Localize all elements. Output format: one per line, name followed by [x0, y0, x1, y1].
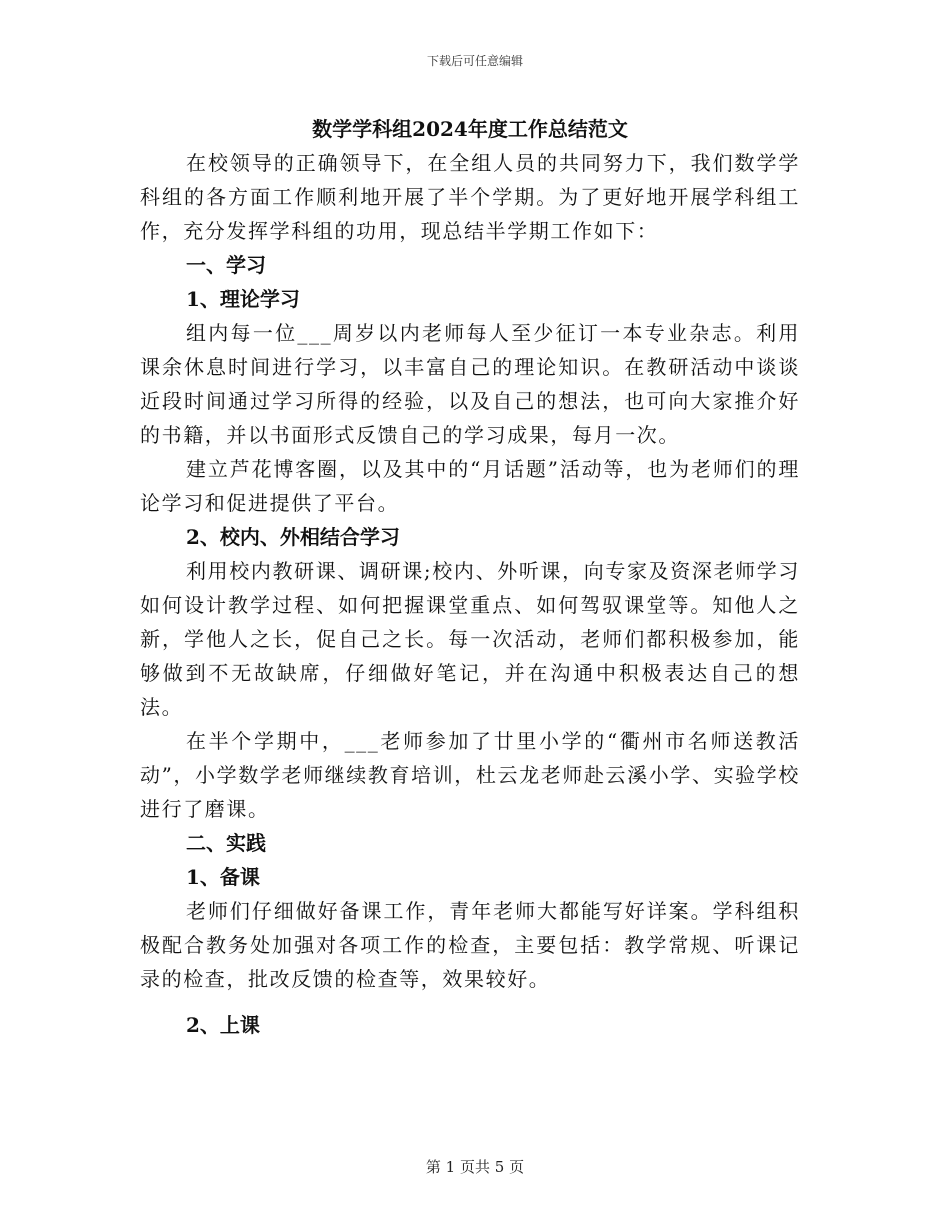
paragraph-combined-2: 在半个学期中，___老师参加了廿里小学的“衢州市名师送教活动”，小学数学老师继续教育培训，杜云龙老师赴云溪小学、实验学校进行了磨课。: [140, 729, 800, 821]
document-title: 数学学科组2024年度工作总结范文: [312, 117, 628, 141]
section-heading-study: 一、学习: [186, 253, 266, 277]
section-heading-practice: 二、实践: [186, 831, 266, 855]
page-header-note: 下载后可任意编辑: [426, 54, 523, 68]
paragraph-theory-2: 建立芦花博客圈，以及其中的“月话题”活动等，也为老师们的理论学习和促进提供了平台。: [140, 457, 800, 515]
document-body: [140, 112, 800, 1042]
paragraph-theory-1: 组内每一位___周岁以内老师每人至少征订一本专业杂志。利用课余休息时间进行学习，以丰富自己的理论知识。在教研活动中谈谈近段时间通过学习所得的经验，以及自己的想法，也可向大家推介好的书籍，并以书面形式反馈自己的学习成果，每月一次。: [140, 321, 800, 447]
subheading-lesson-prep: 1、备课: [186, 865, 260, 889]
subheading-combined-study: 2、校内、外相结合学习: [186, 525, 400, 549]
paragraph-combined-1: 利用校内教研课、调研课;校内、外听课，向专家及资深老师学习如何设计教学过程、如何把握课堂重点、如何驾驭课堂等。知他人之新，学他人之长，促自己之长。每一次活动，老师们都积极参加，能够做到不无故缺席，仔细做好笔记，并在沟通中积极表达自己的想法。: [140, 559, 800, 719]
subheading-theory-study: 1、理论学习: [186, 287, 300, 311]
subheading-teaching: 2、上课: [186, 1013, 260, 1037]
paragraph-lesson-prep: 老师们仔细做好备课工作，青年老师大都能写好详案。学科组积极配合教务处加强对各项工作的检查，主要包括：教学常规、听课记录的检查，批改反馈的检查等，效果较好。: [140, 899, 800, 991]
page-footer-number: 第 1 页共 5 页: [425, 1158, 525, 1176]
paragraph-intro: 在校领导的正确领导下，在全组人员的共同努力下，我们数学学科组的各方面工作顺利地开展了半个学期。为了更好地开展学科组工作，充分发挥学科组的功用，现总结半学期工作如下：: [140, 151, 800, 243]
